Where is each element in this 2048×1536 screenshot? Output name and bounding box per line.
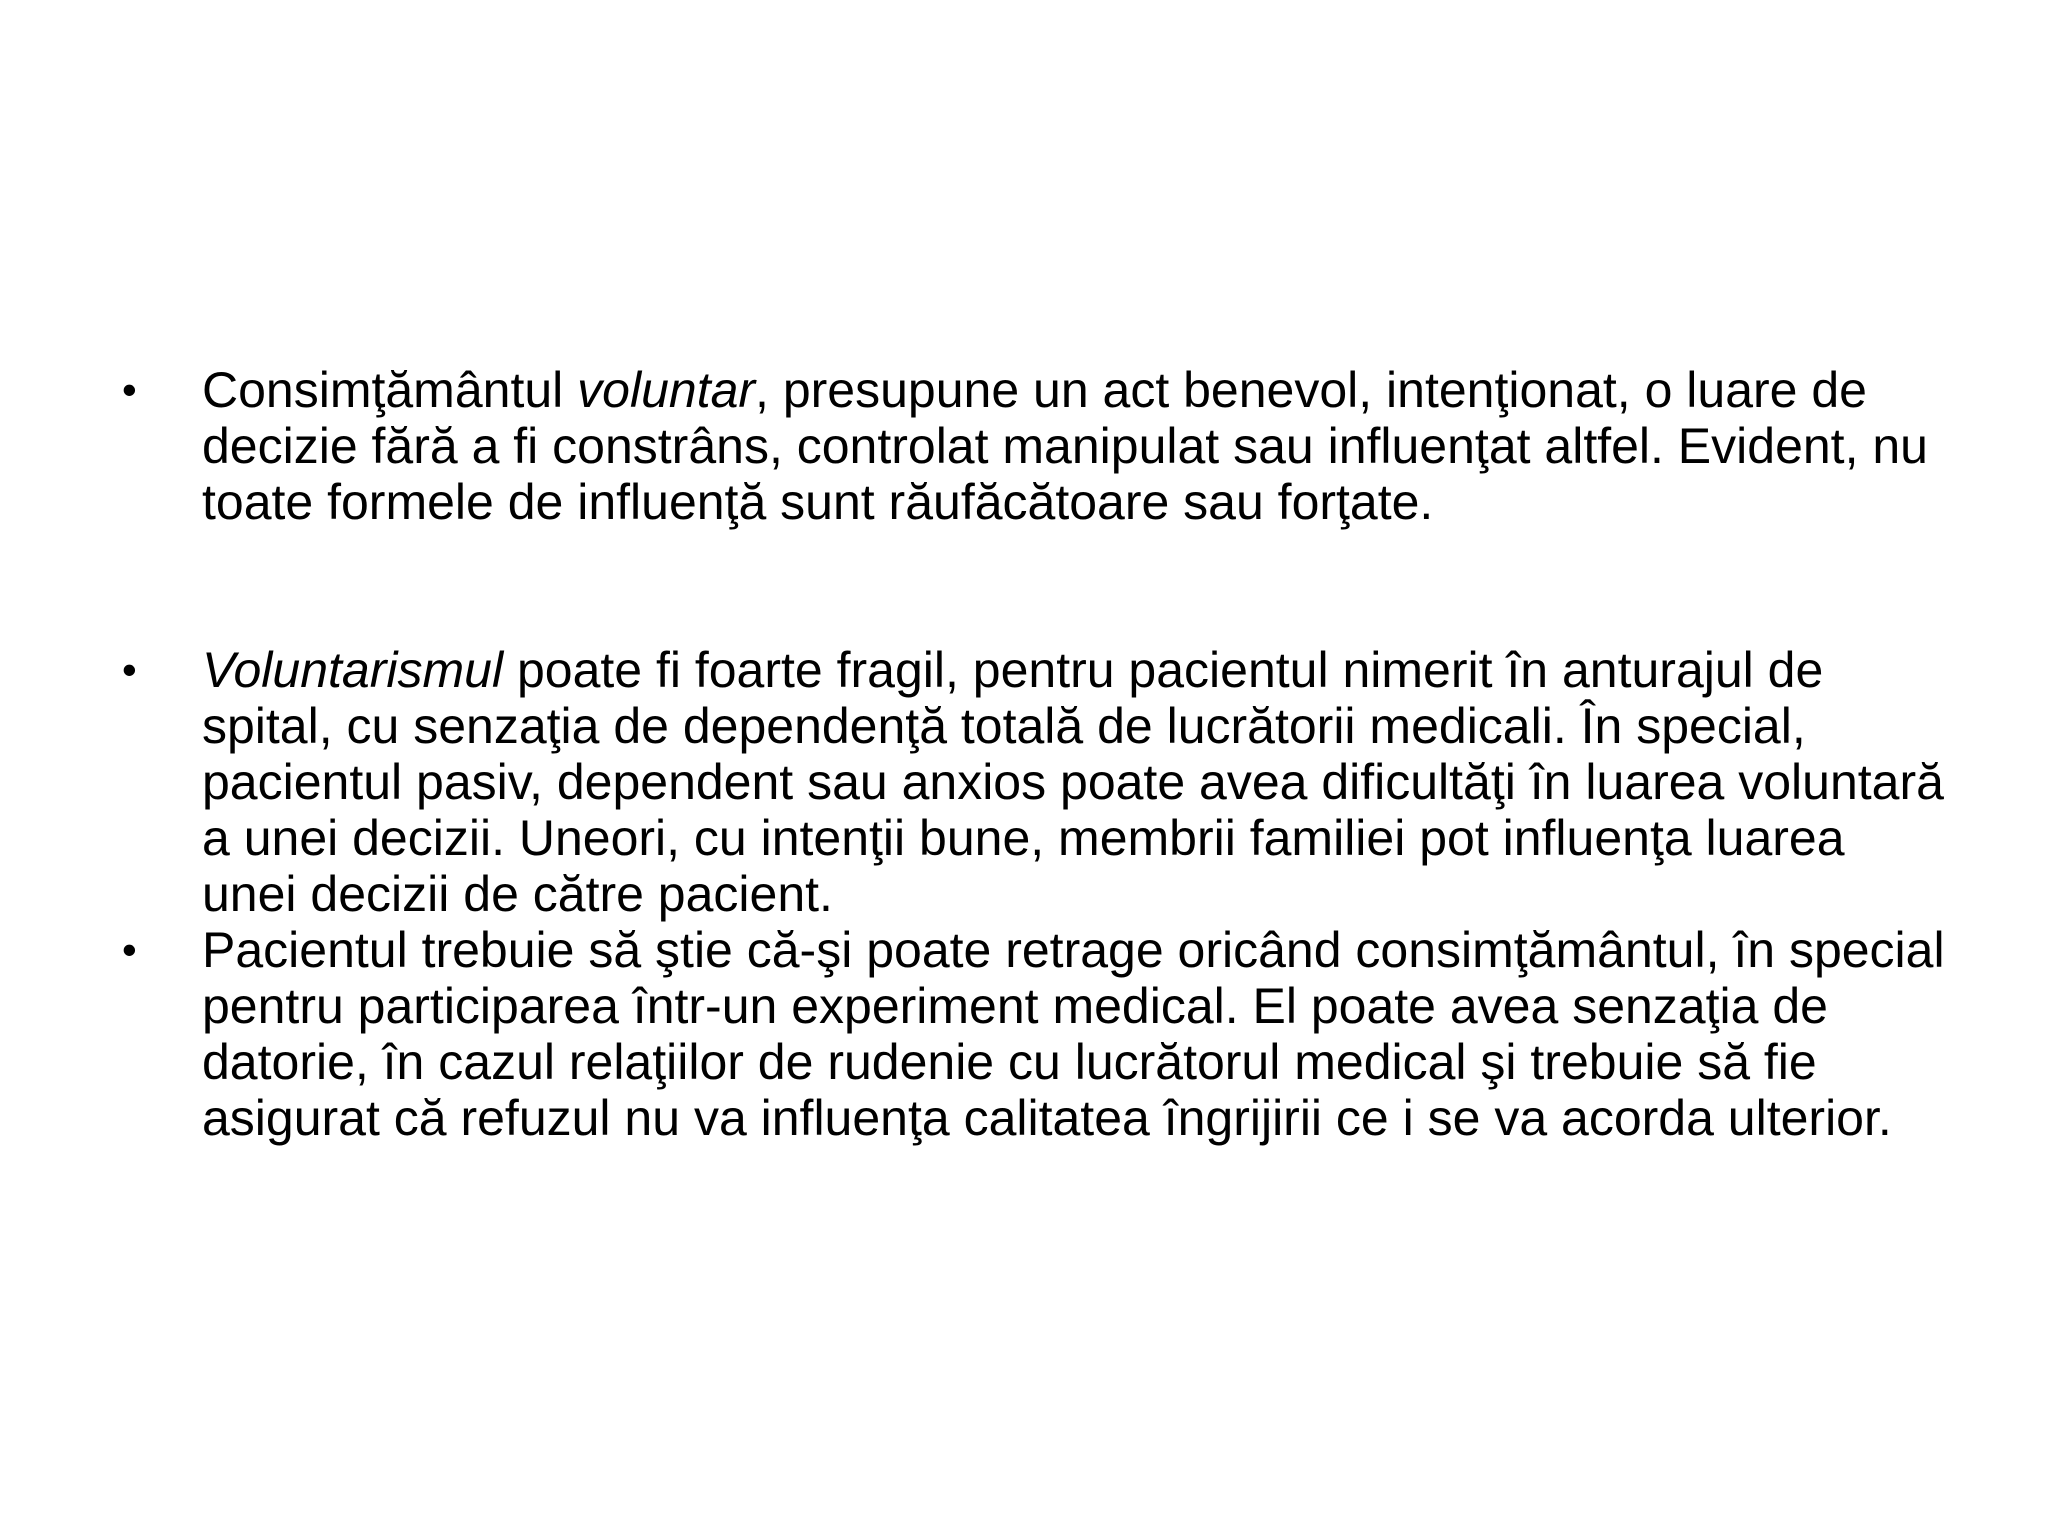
bullet-rest-text: , presupune un act benevol, intenţionat, o luare de decizie fără a fi constrâns, controlat manipulat sau influenţat altfel. Evident, nu toate formele de influenţă sunt răufăcătoare sau forţate. bbox=[202, 362, 1928, 530]
bullet-icon: • bbox=[122, 646, 137, 693]
bullet-item-voluntary-consent bbox=[122, 362, 1952, 530]
bullet-text bbox=[202, 642, 1944, 922]
bullet-emphasis-text: Voluntarismul bbox=[202, 642, 504, 698]
bullet-text bbox=[202, 362, 1928, 530]
bullet-item-voluntarism bbox=[122, 642, 1952, 922]
bullet-icon: • bbox=[122, 926, 137, 973]
bullet-rest-text: poate fi foarte fragil, pentru pacientul nimerit în anturajul de spital, cu senzaţia de dependenţă totală de lucrătorii medicali. În special, pacientul pasiv, dependent sau anxios poate avea dificultăţi în luarea voluntară a unei decizii. Uneori, cu intenţii bune, membrii familiei pot influenţa luarea unei decizii de către pacient. bbox=[202, 642, 1944, 922]
bullet-list bbox=[122, 362, 1952, 1146]
bullet-lead-text: Consimţământul bbox=[202, 362, 578, 418]
bullet-icon: • bbox=[122, 366, 137, 413]
bullet-item-withdraw-consent bbox=[122, 922, 1952, 1146]
bullet-emphasis-text: voluntar bbox=[577, 362, 756, 418]
bullet-text: Pacientul trebuie să ştie că-şi poate retrage oricând consimţământul, în special pentru participarea într-un experiment medical. El poate avea senzaţia de datorie, în cazul relaţiilor de rudenie cu lucrătorul medical şi trebuie să fie asigurat că refuzul nu va influenţa calitatea îngrijirii ce i se va acorda ulterior. bbox=[202, 922, 1945, 1146]
